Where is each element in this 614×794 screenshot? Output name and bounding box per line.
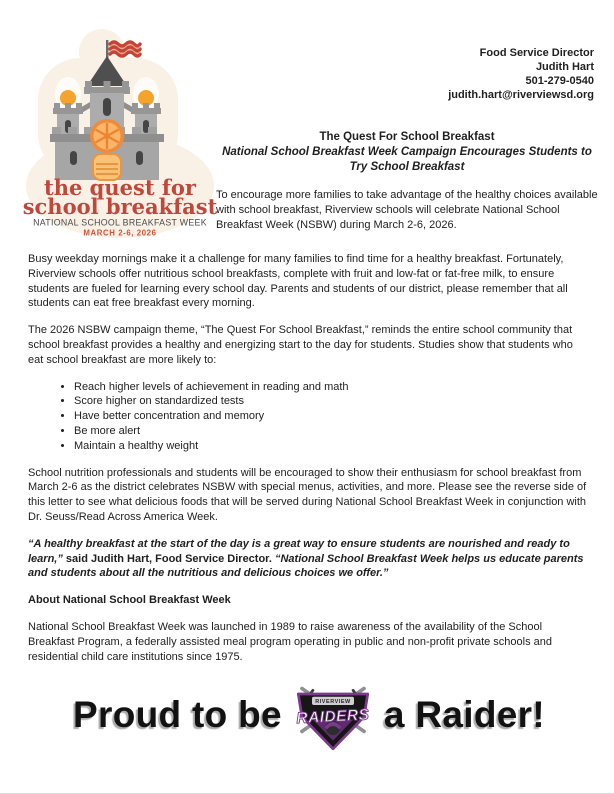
benefits-list: [28, 380, 590, 454]
logo-title-line2: school breakfast: [22, 194, 218, 219]
headline-block: [216, 130, 598, 233]
body-copy: [28, 252, 590, 754]
list-item: • Maintain a healthy weight: [74, 439, 590, 454]
castle-icon: [22, 28, 218, 246]
slogan-right: a Raider!: [383, 693, 545, 735]
about-paragraph: National School Breakfast Week was launched in 1989 to raise awareness of the availability of the School Breakfast Program, a federally assisted meal program operating in public and non-profit private schools and residential child care institutions since 1975.: [28, 620, 552, 663]
paragraph-celebration: School nutrition professionals and students will be encouraged to show their enthusiasm for school breakfast from March 2-6 as the district celebrates NSBW with special menus, activities, and more. Please see the reverse side of this letter to see what delicious foods that will be served during National School Breakfast Week in conjunction with Dr. Seuss/Read Across America Week.: [28, 466, 587, 523]
contact-email: judith.hart@riverviewsd.org: [448, 89, 594, 101]
paragraph-busy-mornings: Busy weekday mornings make it a challenge for many families to find time for a healthy breakfast. Fortunately, Riverview schools offer nutritious school breakfasts, complete with fruit and low-fat or fat-free milk, to ensure students are fueled for learning every school day. Parents and students of our district, please remember that all students can eat free breakfast every morning.: [28, 253, 568, 310]
about-heading: About National School Breakfast Week: [28, 594, 231, 607]
orange-slice-icon: [90, 119, 124, 153]
slogan-left: Proud to be: [73, 693, 282, 735]
raiders-name-label: RAIDERS: [295, 706, 370, 728]
logo-title-line1: the quest for: [44, 175, 196, 200]
quote-attribution: said Judith Hart, Food Service Director.: [62, 552, 275, 565]
quote-paragraph: [28, 537, 590, 581]
quote-part1: “A healthy breakfast at the start of the day is a great way to ensure students are nourished and ready to learn,”: [28, 537, 570, 565]
raiders-shield-icon: [291, 676, 375, 754]
nsbw-castle-logo: [22, 28, 218, 246]
intro-paragraph: To encourage more families to take advantage of the healthy choices available with school breakfast, Riverview schools will celebrate National School Breakfast Week (NSBW) during March 2-6, 2026.: [216, 189, 598, 231]
logo-subtitle: NATIONAL SCHOOL BREAKFAST WEEK: [33, 217, 207, 228]
paragraph-campaign-theme: The 2026 NSBW campaign theme, “The Quest For School Breakfast,” reminds the entire school community that school breakfast provides a healthy and energizing start to the day for students. Studies show that students who eat school breakfast are more likely to:: [28, 324, 573, 366]
list-item: • Reach higher levels of achievement in reading and math: [74, 380, 590, 395]
list-item: • Score higher on standardized tests: [74, 394, 590, 409]
contact-title: Food Service Director: [479, 47, 594, 59]
footer-slogan: [28, 676, 590, 754]
release-title: The Quest For School Breakfast: [319, 131, 495, 143]
contact-name: Judith Hart: [535, 61, 594, 73]
logo-dates: MARCH 2-6, 2026: [83, 228, 157, 238]
riverview-raiders-logo: [291, 676, 375, 754]
contact-block: [448, 46, 594, 102]
quote-part2: “National School Breakfast Week helps us educate parents and students about all the nutritious and delicious choices we offer.”: [28, 552, 584, 580]
list-item: • Be more alert: [74, 424, 590, 439]
release-subtitle: National School Breakfast Week Campaign Encourages Students to Try School Breakfast: [222, 146, 592, 173]
list-item: • Have better concentration and memory: [74, 409, 590, 424]
raiders-school-label: RIVERVIEW: [315, 699, 351, 706]
contact-phone: 501-279-0540: [525, 75, 594, 87]
